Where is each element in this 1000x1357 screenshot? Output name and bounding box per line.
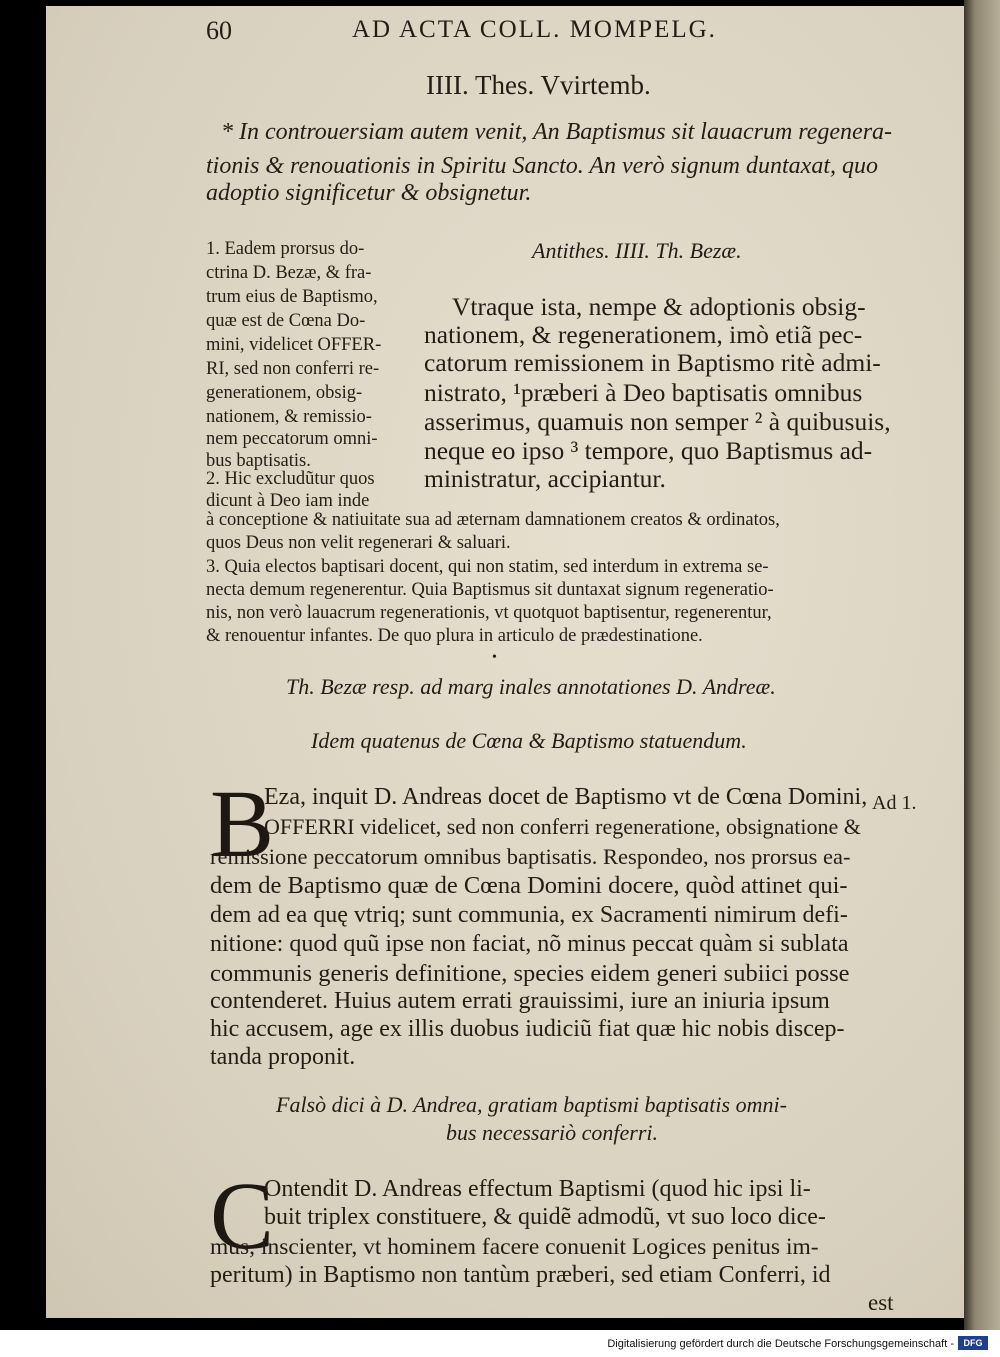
margin-note: mini, videlicet OFFER-: [206, 335, 382, 355]
margin-note: 2. Hic excludũtur quos: [206, 469, 375, 489]
drop-cap-b: B: [210, 770, 275, 877]
antithesis-line: nistrato, ¹præberi à Deo baptisatis omnibus: [424, 378, 863, 407]
reply-heading-1: Th. Bezæ resp. ad marg inales annotationes D. Andreæ.: [286, 674, 776, 699]
paragraph-1-line: communis generis definitione, species eidem generi subiici posse: [210, 960, 850, 987]
funding-credit: Digitalisierung gefördert durch die Deutsche Forschungsgemeinschaft -: [607, 1338, 954, 1350]
margin-note: ctrina D. Bezæ, & fra-: [206, 263, 372, 283]
section-title: IIII. Thes. Vvirtemb.: [426, 70, 651, 100]
antithesis-line: Vtraque ista, nempe & adoptionis obsig-: [452, 292, 866, 321]
note-line: nis, non verò lauacrum regenerationis, vt quotquot baptisentur, regenerentur,: [206, 603, 772, 623]
antithesis-heading: Antithes. IIII. Th. Bezæ.: [532, 238, 742, 263]
paragraph-1-line: dem de Baptismo quæ de Cœna Domini docere, quòd attinet qui-: [210, 872, 848, 899]
margin-note: RI, sed non conferri re-: [206, 359, 380, 379]
folio-number: 60: [206, 16, 232, 45]
drop-cap-c: C: [210, 1162, 275, 1269]
note-line: necta demum regenerentur. Quia Baptismus sit duntaxat signum regeneratio-: [206, 580, 774, 600]
paragraph-2-line: mus, inscienter, vt hominem facere conuenit Logices penitus im-: [210, 1234, 819, 1260]
margin-note: nationem, & remissio-: [206, 407, 372, 427]
antithesis-line: asserimus, quamuis non semper ² à quibusuis,: [424, 407, 891, 436]
margin-note: trum eius de Baptismo,: [206, 287, 378, 307]
heading-2-line-1: Falsò dici à D. Andrea, gratiam baptismi baptisatis omni-: [276, 1092, 787, 1117]
margin-note: nem peccatorum omni-: [206, 429, 378, 449]
antithesis-line: neque eo ipso ³ tempore, quo Baptismus ad-: [424, 436, 873, 465]
paragraph-1-line: OFFERRI videlicet, sed non conferri regeneratione, obsignatione &: [264, 814, 861, 839]
antithesis-line: ministratur, accipiantur.: [424, 464, 666, 493]
note-line: quos Deus non velit regenerari & saluari.: [206, 533, 511, 553]
divider-dot: •: [492, 650, 497, 665]
margin-note: quæ est de Cœna Do-: [206, 311, 366, 331]
paragraph-1-line: nitione: quod quũ ipse non faciat, nõ minus peccat quàm si sublata: [210, 931, 849, 957]
margin-note: bus baptisatis.: [206, 451, 311, 471]
reply-heading-2: Idem quatenus de Cœna & Baptismo statuendum.: [311, 728, 747, 753]
intro-line-1: * In controuersiam autem venit, An Baptismus sit lauacrum regenera-: [221, 119, 893, 145]
marginal-reference: Ad 1.: [872, 792, 917, 814]
paragraph-1-line: hic accusem, age ex illis duobus iudiciũ fiat quæ hic nobis discep-: [210, 1016, 845, 1042]
paragraph-1-line: contenderet. Huius autem errati grauissimi, iure an iniuria ipsum: [210, 988, 830, 1014]
heading-2-line-2: bus necessariò conferri.: [446, 1120, 659, 1145]
note-line: à conceptione & natiuitate sua ad æternam damnationem creatos & ordinatos,: [206, 510, 780, 530]
dfg-logo: DFG: [958, 1336, 988, 1350]
intro-line-3: adoptio significetur & obsignetur.: [206, 180, 532, 206]
margin-note: 1. Eadem prorsus do-: [206, 239, 365, 259]
antithesis-line: catorum remissionem in Baptismo ritè admi-: [424, 348, 881, 377]
paragraph-2-line: buit triplex constituere, & quidẽ admodũ, vt suo loco dice-: [264, 1204, 826, 1230]
paragraph-2-line: est: [868, 1290, 894, 1315]
paragraph-1-line: tanda proponit.: [210, 1044, 356, 1070]
paragraph-1-line: Eza, inquit D. Andreas docet de Baptismo vt de Cœna Domini,: [264, 784, 868, 810]
note-line: & renouentur infantes. De quo plura in articulo de prædestinatione.: [206, 626, 703, 646]
paragraph-1-line: dem ad ea quę vtriq; sunt communia, ex Sacramenti nimirum defi-: [210, 902, 848, 928]
note-line: 3. Quia electos baptisari docent, qui non statim, sed interdum in extrema se-: [206, 557, 769, 577]
intro-line-2: tionis & renouationis in Spiritu Sancto. An verò signum duntaxat, quo: [206, 153, 878, 179]
running-head: AD ACTA COLL. MOMPELG.: [352, 16, 717, 43]
footer-bar: [0, 1330, 1000, 1357]
paragraph-2-line: Ontendit D. Andreas effectum Baptismi (quod hic ipsi li-: [264, 1176, 811, 1202]
book-page: [46, 6, 964, 1318]
margin-note: generationem, obsig-: [206, 383, 363, 403]
antithesis-line: nationem, & regenerationem, imò etiã pec-: [424, 320, 863, 349]
book-edge: [964, 0, 1000, 1330]
paragraph-1-line: remissione peccatorum omnibus baptisatis. Respondeo, nos prorsus ea-: [210, 844, 851, 869]
margin-note: dicunt à Deo iam inde: [206, 491, 370, 511]
paragraph-2-line: peritum) in Baptismo non tantùm præberi, sed etiam Conferri, id: [210, 1262, 831, 1288]
